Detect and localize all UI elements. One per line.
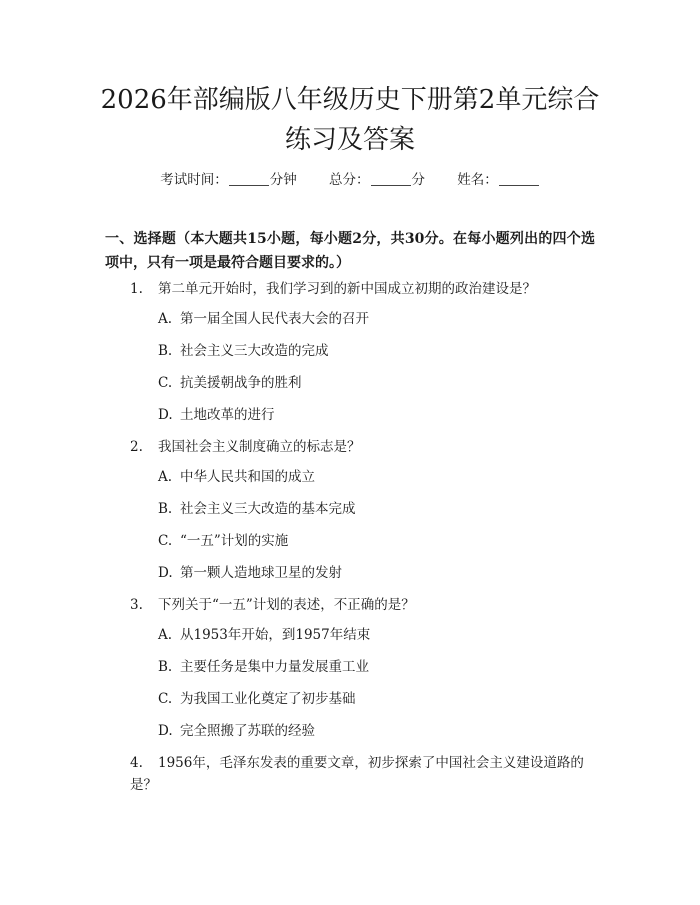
exam-name [457,172,540,188]
option-text: 从1953年开始，到1957年结束 [180,627,371,643]
question-text: 第二单元开始时，我们学习到的新中国成立初期的政治建设是？ [158,281,536,297]
exam-name-label: 姓名： [457,172,498,188]
exam-score [329,172,425,188]
document-title [90,80,610,160]
question-number: 4. [130,755,143,771]
exam-meta [0,168,700,188]
question-2 [0,436,700,584]
option-a [0,624,700,646]
exam-time [160,172,297,188]
option-text: 社会主义三大改造的基本完成 [180,501,356,517]
exam-score-label: 总分： [329,172,370,188]
question-list [0,278,700,804]
option-text: “一五”计划的实施 [180,533,289,549]
title-line-1: 2026年部编版八年级历史下册第2单元综合 [100,85,600,115]
exam-time-blank [229,173,269,186]
question-number: 3. [130,597,143,613]
option-letter: A. [158,469,173,485]
question-stem [0,278,700,300]
option-letter: D. [158,723,173,739]
option-text: 中华人民共和国的成立 [180,469,315,485]
option-d [0,720,700,742]
exam-score-unit: 分 [411,172,425,188]
option-text: 完全照搬了苏联的经验 [180,723,315,739]
option-letter: A. [158,627,173,643]
option-c [0,688,700,710]
title-line-2: 练习及答案 [284,125,415,155]
section-heading: 一、选择题（本大题共15小题，每小题2分，共30分。在每小题列出的四个选项中，只有一项是最符合题目要求的。） [105,231,595,271]
exam-score-blank [371,173,411,186]
option-letter: B. [158,501,173,517]
question-text: 1956年，毛泽东发表的重要文章，初步探索了中国社会主义建设道路的是？ [130,755,584,793]
question-1 [0,278,700,426]
option-c [0,530,700,552]
question-stem [0,594,700,616]
option-text: 第一届全国人民代表大会的召开 [180,311,369,327]
option-letter: D. [158,565,173,581]
question-stem [0,436,700,458]
question-3 [0,594,700,742]
option-letter: D. [158,407,173,423]
option-text: 土地改革的进行 [180,407,275,423]
option-text: 第一颗人造地球卫星的发射 [180,565,342,581]
question-text: 我国社会主义制度确立的标志是？ [158,439,361,455]
question-number: 2. [130,439,143,455]
option-b [0,656,700,678]
option-text: 为我国工业化奠定了初步基础 [180,691,356,707]
option-d [0,562,700,584]
option-b [0,498,700,520]
option-d [0,404,700,426]
option-text: 抗美援朝战争的胜利 [180,375,302,391]
option-text: 社会主义三大改造的完成 [180,343,329,359]
exam-time-unit: 分钟 [269,172,297,188]
option-a [0,308,700,330]
option-letter: A. [158,311,173,327]
option-a [0,466,700,488]
option-b [0,340,700,362]
option-letter: C. [158,691,173,707]
option-letter: C. [158,533,173,549]
option-letter: C. [158,375,173,391]
option-c [0,372,700,394]
question-stem [0,752,700,796]
exam-name-blank [499,173,539,186]
question-text: 下列关于“一五”计划的表述，不正确的是？ [158,597,415,613]
question-number: 1. [130,281,143,297]
exam-time-label: 考试时间： [160,172,228,188]
option-text: 主要任务是集中力量发展重工业 [180,659,369,675]
option-letter: B. [158,343,173,359]
option-letter: B. [158,659,173,675]
question-4 [0,752,700,796]
